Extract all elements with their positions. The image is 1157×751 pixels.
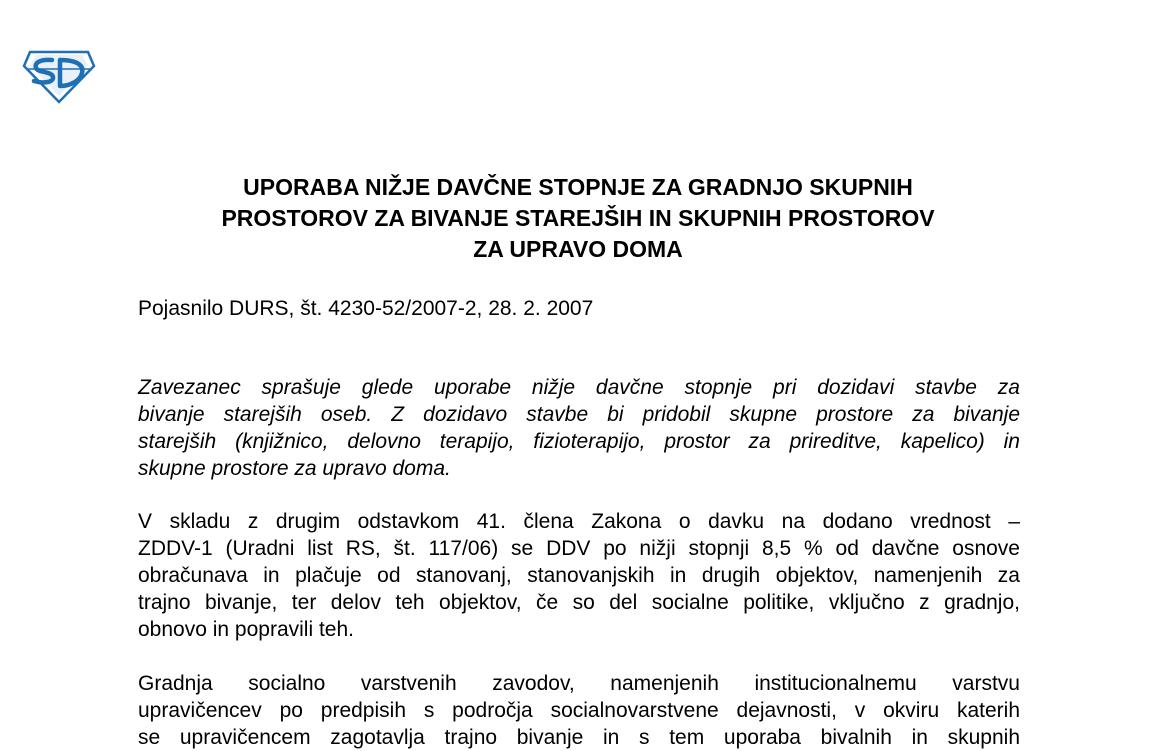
- paragraph-line: obnovo in popravili teh.: [138, 618, 354, 641]
- document-title: [138, 172, 1018, 265]
- paragraph-line: Zavezanec sprašuje glede uporabe nižje davčne stopnje pri dozidavi stavbe za: [138, 376, 1020, 399]
- paragraph-line: Gradnja socialno varstvenih zavodov, namenjenih institucionalnemu varstvu: [138, 672, 1020, 695]
- body-paragraph-2: [138, 670, 1020, 751]
- title-line: UPORABA NIŽJE DAVČNE STOPNJE ZA GRADNJO SKUPNIH: [243, 174, 913, 200]
- paragraph-line: skupne prostore za upravo doma.: [138, 457, 451, 480]
- paragraph-line: trajno bivanje, ter delov teh objektov, če so del socialne politike, vključno z gradnjo,: [138, 591, 1020, 614]
- paragraph-line: ZDDV-1 (Uradni list RS, št. 117/06) se DDV po nižji stopnji 8,5 % od davčne osnove: [138, 537, 1020, 560]
- title-line: PROSTOROV ZA BIVANJE STAREJŠIH IN SKUPNIH PROSTOROV: [221, 205, 935, 231]
- paragraph-line: obračunava in plačuje od stanovanj, stanovanjskih in drugih objektov, namenjenih za: [138, 564, 1020, 587]
- paragraph-line: V skladu z drugim odstavkom 41. člena Zakona o davku na dodano vrednost –: [138, 510, 1020, 533]
- title-line: ZA UPRAVO DOMA: [473, 236, 683, 262]
- paragraph-line: se upravičencem zagotavlja trajno bivanje in s tem uporaba bivalnih in skupnih: [138, 726, 1020, 749]
- source-reference: Pojasnilo DURS, št. 4230-52/2007-2, 28. 2. 2007: [138, 297, 594, 320]
- question-paragraph: [138, 374, 1020, 482]
- paragraph-line: bivanje starejših oseb. Z dozidavo stavbe bi pridobil skupne prostore za bivanje: [138, 403, 1020, 426]
- paragraph-line: starejših (knjižnico, delovno terapijo, fizioterapijo, prostor za prireditve, kapelico) in: [138, 430, 1020, 453]
- company-logo: [22, 50, 96, 104]
- paragraph-line: upravičencev po predpisih s področja socialnovarstvene dejavnosti, v okviru katerih: [138, 699, 1020, 722]
- body-paragraph-1: [138, 508, 1020, 643]
